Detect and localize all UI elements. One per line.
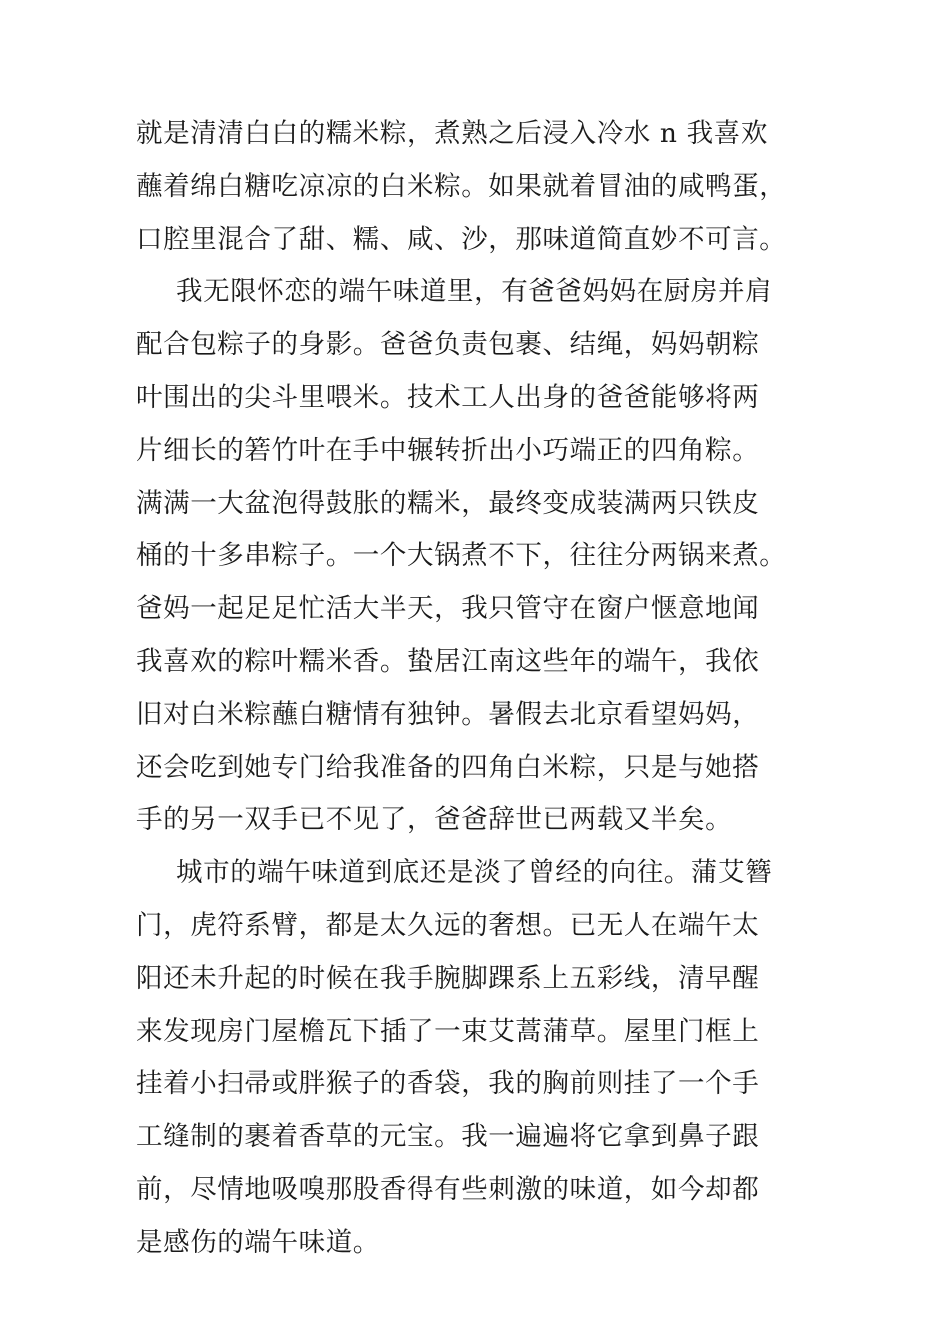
text-line: 城市的端午味道到底还是淡了曾经的向往。蒲艾簪 bbox=[176, 857, 773, 889]
text-line: 挂着小扫帚或胖猴子的香袋，我的胸前则挂了一个手 bbox=[136, 1068, 760, 1100]
text-line: 我喜欢的粽叶糯米香。蛰居江南这些年的端午，我依 bbox=[136, 645, 760, 677]
text-line: 爸妈一起足足忙活大半天，我只管守在窗户惬意地闻 bbox=[136, 593, 760, 625]
text-line: 阳还未升起的时候在我手腕脚踝系上五彩线，清早醒 bbox=[136, 962, 760, 994]
text-line: 来发现房门屋檐瓦下插了一束艾蒿蒲草。屋里门框上 bbox=[136, 1015, 760, 1047]
text-line: 还会吃到她专门给我准备的四角白米粽，只是与她搭 bbox=[136, 751, 760, 783]
text-line: 片细长的箬竹叶在手中辗转折出小巧端正的四角粽。 bbox=[136, 434, 760, 466]
text-line: 前，尽情地吸嗅那股香得有些刺激的味道，如今却都 bbox=[136, 1173, 760, 1205]
text-line: 就是清清白白的糯米粽，煮熟之后浸入冷水 n 我喜欢 bbox=[136, 118, 768, 149]
document-body bbox=[136, 108, 836, 1270]
text-line: 满满一大盆泡得鼓胀的糯米，最终变成装满两只铁皮 bbox=[136, 487, 760, 519]
text-line: 蘸着绵白糖吃凉凉的白米粽。如果就着冒油的咸鸭蛋， bbox=[136, 170, 787, 202]
text-line: 门，虎符系臂，都是太久远的奢想。已无人在端午太 bbox=[136, 909, 760, 941]
text-line: 配合包粽子的身影。爸爸负责包裹、结绳，妈妈朝粽 bbox=[136, 329, 760, 361]
text-line: 叶围出的尖斗里喂米。技术工人出身的爸爸能够将两 bbox=[136, 381, 760, 413]
text-line: 工缝制的裹着香草的元宝。我一遍遍将它拿到鼻子跟 bbox=[136, 1121, 760, 1153]
text-line: 是感伤的端午味道。 bbox=[136, 1226, 380, 1258]
text-line: 口腔里混合了甜、糯、咸、沙，那味道简直妙不可言。 bbox=[136, 223, 787, 255]
text-line: 手的另一双手已不见了，爸爸辞世已两载又半矣。 bbox=[136, 804, 733, 836]
text-line: 桶的十多串粽子。一个大锅煮不下，往往分两锅来煮。 bbox=[136, 540, 787, 572]
text-line: 我无限怀恋的端午味道里，有爸爸妈妈在厨房并肩 bbox=[176, 276, 773, 308]
text-line: 旧对白米粽蘸白糖情有独钟。暑假去北京看望妈妈， bbox=[136, 698, 760, 730]
